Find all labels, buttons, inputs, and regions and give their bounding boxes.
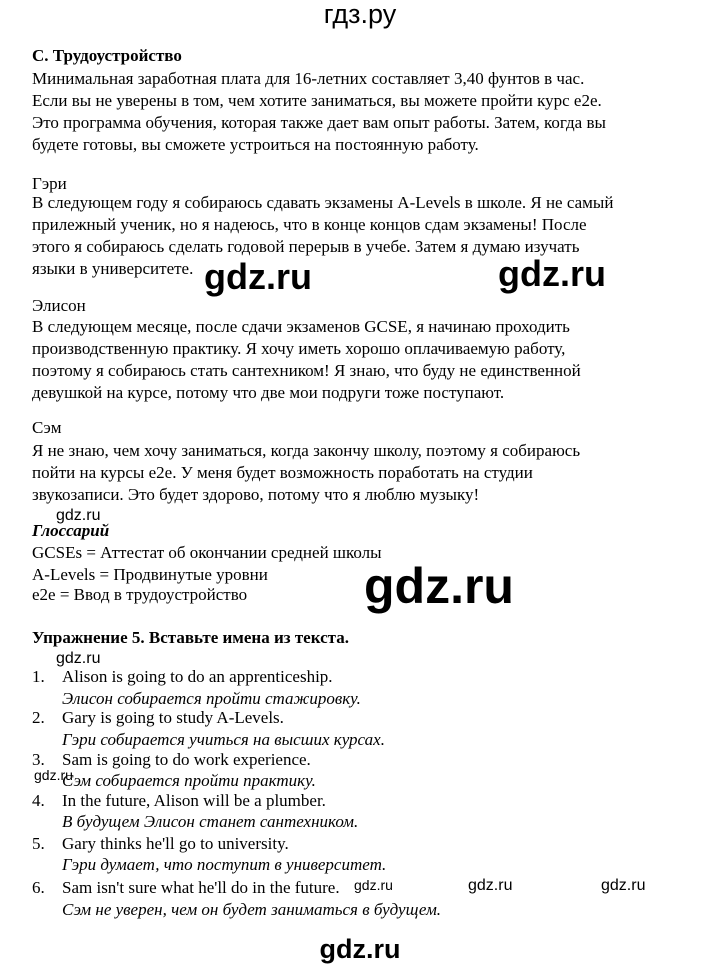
watermark: gdz.ru xyxy=(56,507,101,524)
alison-line: производственную практику. Я хочу иметь хорошо оплачиваемую работу, xyxy=(32,339,566,358)
person-name-gary: Гэри xyxy=(32,174,67,193)
gary-line: прилежный ученик, но я надеюсь, что в конце концов сдам экзамены! После xyxy=(32,215,587,234)
alison-line: девушкой на курсе, потому что две мои подруги тоже поступают. xyxy=(32,383,505,402)
watermark: gdz.ru xyxy=(56,650,101,667)
exercise-translation: Сэм собирается пройти практику. xyxy=(62,771,316,790)
site-header: гдз.ру xyxy=(323,0,397,29)
gary-line: этого я собираюсь сделать годовой перерыв в учебе. Затем я думаю изучать xyxy=(32,237,580,256)
sam-line: Я не знаю, чем хочу заниматься, когда закончу школу, поэтому я собираюсь xyxy=(32,441,581,460)
alison-paragraph xyxy=(32,316,682,404)
glossary-item: GCSEs = Аттестат об окончании средней школы xyxy=(32,543,382,562)
exercise-number: 6. xyxy=(32,878,45,897)
sam-paragraph xyxy=(32,440,682,506)
exercise-number: 5. xyxy=(32,834,45,853)
watermark: gdz.ru xyxy=(468,877,513,894)
intro-line: Это программа обучения, которая также дает вам опыт работы. Затем, когда вы xyxy=(32,113,606,132)
exercise-translation: В будущем Элисон станет сантехником. xyxy=(62,812,359,831)
alison-line: поэтому я собираюсь стать сантехником! Я знаю, что буду не единственной xyxy=(32,361,581,380)
gary-line: языки в университете. xyxy=(32,259,194,278)
exercise-sentence: Gary thinks he'll go to university. xyxy=(62,834,289,853)
watermark: gdz.ru xyxy=(204,256,312,297)
exercise-sentence: Gary is going to study A-Levels. xyxy=(62,708,284,727)
footer-watermark: gdz.ru xyxy=(319,934,401,964)
intro-line: будете готовы, вы сможете устроиться на постоянную работу. xyxy=(32,135,479,154)
exercise-number: 4. xyxy=(32,791,45,810)
alison-line: В следующем месяце, после сдачи экзаменов GCSE, я начинаю проходить xyxy=(32,317,570,336)
exercise-translation: Гэри думает, что поступит в университет. xyxy=(62,855,387,874)
exercise-number: 1. xyxy=(32,667,45,686)
watermark: gdz.ru xyxy=(364,558,514,614)
exercise-number: 3. xyxy=(32,750,45,769)
exercise-sentence: Sam is going to do work experience. xyxy=(62,750,311,769)
sam-line: пойти на курсы e2e. У меня будет возможность поработать на студии xyxy=(32,463,533,482)
intro-line: Если вы не уверены в том, чем хотите заниматься, вы можете пройти курс e2e. xyxy=(32,91,602,110)
exercise-sentence: Sam isn't sure what he'll do in the future. xyxy=(62,878,340,897)
intro-line: Минимальная заработная плата для 16-летних составляет 3,40 фунтов в час. xyxy=(32,69,585,88)
exercise-translation: Сэм не уверен, чем он будет заниматься в будущем. xyxy=(62,900,442,919)
section-title: С. Трудоустройство xyxy=(32,46,182,65)
exercise-translation: Гэри собирается учиться на высших курсах. xyxy=(62,730,385,749)
gary-line: В следующем году я собираюсь сдавать экзамены A-Levels в школе. Я не самый xyxy=(32,193,614,212)
glossary-item: A-Levels = Продвинутые уровни xyxy=(32,565,268,584)
sam-line: звукозаписи. Это будет здорово, потому что я люблю музыку! xyxy=(32,485,480,504)
watermark: gdz.ru xyxy=(498,253,606,294)
watermark: gdz.ru xyxy=(34,767,73,783)
glossary-item: e2e = Ввод в трудоустройство xyxy=(32,585,248,604)
exercise-sentence: In the future, Alison will be a plumber. xyxy=(62,791,326,810)
watermark: gdz.ru xyxy=(354,877,393,893)
watermark: gdz.ru xyxy=(601,877,646,894)
person-name-alison: Элисон xyxy=(32,296,86,315)
exercise-title: Упражнение 5. Вставьте имена из текста. xyxy=(32,628,349,647)
glossary-title: Глоссарий xyxy=(32,521,110,540)
exercise-sentence: Alison is going to do an apprenticeship. xyxy=(62,667,333,686)
person-name-sam: Сэм xyxy=(32,418,62,437)
intro-paragraph xyxy=(32,68,682,156)
exercise-translation: Элисон собирается пройти стажировку. xyxy=(62,689,361,708)
exercise-number: 2. xyxy=(32,708,45,727)
